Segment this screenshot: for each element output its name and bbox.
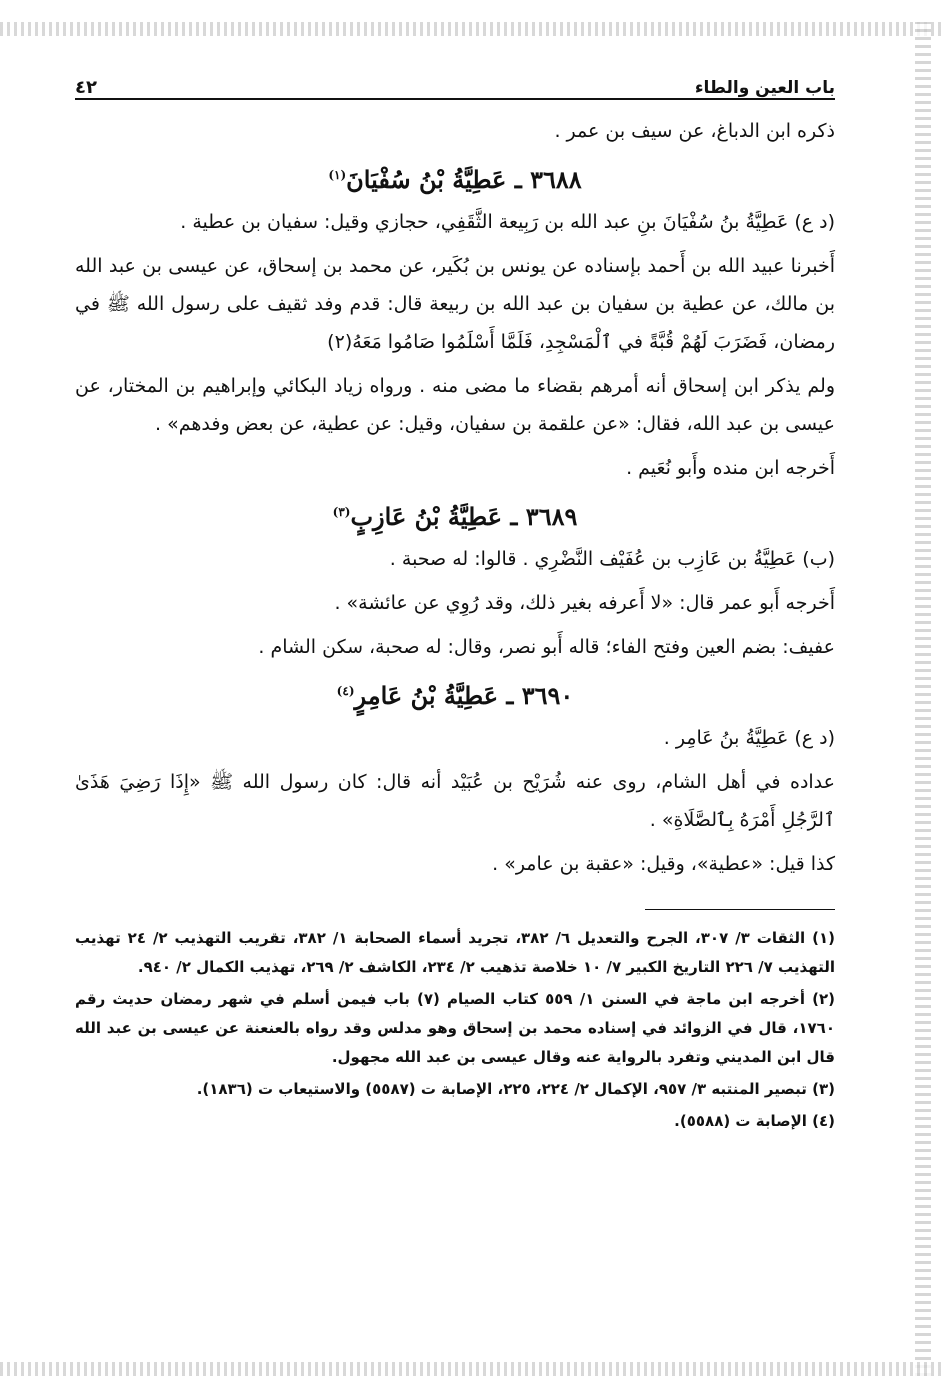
page-number: ٤٢	[75, 77, 97, 98]
entry-heading: ٣٦٨٩ ـ عَطِيَّةُ بْنُ عَازِبٍ$^{(٣)}$	[332, 502, 578, 531]
paragraph: (ب) عَطِيَّةُ بن عَازِب بن عُفَيْف النَّضْرِي . قالوا: له صحبة .	[389, 548, 835, 570]
footnote: (٤) الإصابة ت (٥٥٨٨).	[674, 1112, 835, 1130]
footnote-marker: (٤)	[336, 684, 355, 698]
paragraph: عداده في أهل الشام، روى عنه شُرَيْح بن عُبَيْد أنه قال: كان رسول الله ﷺ «إِذَا رَضِيَ هَذَىٰ ٱلرَّجُلِ أَمْرَهُ بِٱلصَّلَاةِ» .	[75, 771, 835, 831]
paragraph: أَخرجه ابن منده وأَبو نُعَيم .	[626, 457, 835, 479]
footnote: (٣) تبصير المنتبه ٣/ ٩٥٧، الإكمال ٢/ ٢٢٤، ٢٢٥، الإصابة ت (٥٥٨٧) والاستيعاب ت (١٨٣٦).	[196, 1080, 835, 1098]
paragraph: (د ع) عَطِيَّةُ بنُ سُفْيَانَ بنِ عبد الله بن رَبِيعة الثَّقَفِي، حجازي وقيل: سفيان بن عطية .	[180, 211, 835, 233]
decorative-border-top	[0, 22, 941, 36]
footnote: (٢) أخرجه ابن ماجة في السنن ١/ ٥٥٩ كتاب الصيام (٧) باب فيمن أسلم في شهر رمضان حديث رقم ١٧٦٠، قال في الزوائد في إسناده محمد بن إسحاق وهو مدلس وقد رواه بالعنعنة عن عيسى بن عبد الله قال ابن المديني وتفرد بالرواية عنه وقال عيسى بن عبد الله مجهول.	[75, 990, 835, 1066]
paragraph: أَخرجه أَبو عمر قال: «لا أَعرفه بغير ذلك، وقد رُوِي عن عائشة» .	[334, 592, 835, 614]
paragraph: ولم يذكر ابن إسحاق أنه أمرهم بقضاء ما مضى منه . ورواه زياد البكائي وإبراهيم بن المختار، عن عيسى بن عبد الله، فقال: «عن علقمة بن سفيان، وقيل: عن عطية، عن بعض وفدهم» .	[75, 375, 835, 435]
entry-heading: ٣٦٩٠ ـ عَطِيَّةُ بْنُ عَامِرٍ$^{(٤)}$	[336, 681, 574, 710]
paragraph: أَخبرنا عبيد الله بن أَحمد بإسناده عن يونس بن بُكَير، عن محمد بن إسحاق، عن عيسى بن عبد الله بن مالك، عن عطية بن سفيان بن عبد الله بن ربيعة قال: قدم وفد ثقيف على رسول الله ﷺ في رمضان، فَضَرَبَ لَهُمْ قُبَّةً في ٱلْمَسْجِدِ، فَلَمَّا أَسْلَمُوا صَامُوا مَعَهُ(٢)	[75, 255, 835, 353]
entry-heading: ٣٦٨٨ ـ عَطِيَّةُ بْنُ سُفْيَانَ$^{(١)}$	[328, 165, 582, 194]
footnote-marker: (٣)	[332, 505, 351, 519]
paragraph: كذا قيل: «عطية»، وقيل: «عقبة بن عامر» .	[492, 853, 835, 875]
footnote-divider	[645, 909, 835, 910]
decorative-border-right	[915, 22, 931, 1376]
footnote: (١) الثقات ٣/ ٣٠٧، الجرح والتعديل ٦/ ٣٨٢، تجريد أسماء الصحابة ١/ ٣٨٢، تقريب التهذيب ٢/ ٢٤ تهذيب التهذيب ٧/ ٢٢٦ التاريخ الكبير ٧/ ١٠ خلاصة تذهيب ٢/ ٢٣٤، الكاشف ٢/ ٢٦٩، تهذيب الكمال ٢/ ٩٤٠.	[75, 929, 836, 976]
book-page	[75, 60, 835, 1350]
footnote-marker: (١)	[328, 168, 347, 182]
paragraph: ذكره ابن الدباغ، عن سيف بن عمر .	[554, 120, 835, 142]
chapter-title: باب العين والطاء	[694, 78, 835, 98]
decorative-border-bottom	[0, 1362, 941, 1376]
paragraph: عفيف: بضم العين وفتح الفاء؛ قاله أَبو نصر، وقال: له صحبة، سكن الشام .	[258, 636, 835, 658]
main-text	[75, 112, 835, 883]
running-header	[75, 60, 835, 100]
paragraph: (د ع) عَطِيَّةُ بنُ عَامِر .	[663, 727, 835, 749]
footnotes	[75, 924, 835, 1136]
